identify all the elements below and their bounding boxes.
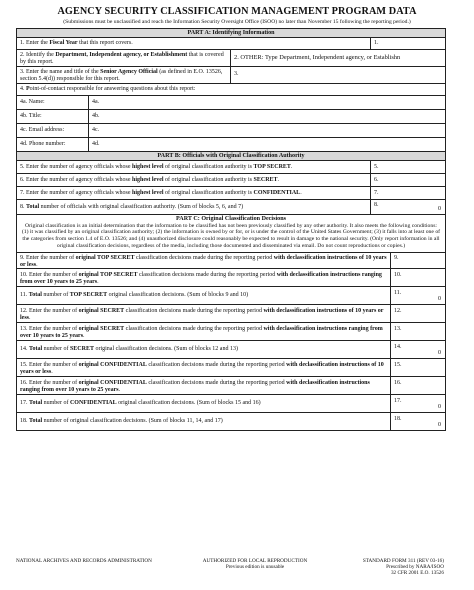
row-4d-phone: 4d. Phone number: 4d. bbox=[17, 138, 445, 152]
block-7-field[interactable]: 7. bbox=[374, 190, 379, 196]
row-9: 9. Enter the number of original TOP SECRET classification decisions made during the reporting period with declassification instructions of 10 years or less. 9. bbox=[17, 253, 445, 269]
senior-official-field[interactable]: 3. bbox=[234, 71, 239, 77]
row-7-confidential-officials: 7. Enter the number of agency officials whose highest level of original classification authority is CONFIDENTIAL. 7. bbox=[17, 187, 445, 200]
block-6-field[interactable]: 6. bbox=[374, 177, 379, 183]
block-18-value: 0 bbox=[438, 421, 441, 428]
contact-phone-field[interactable]: 4d. bbox=[92, 141, 100, 147]
block-5-field[interactable]: 5. bbox=[374, 164, 379, 170]
part-c-intro-box bbox=[17, 215, 445, 253]
block-8-value: 0 bbox=[438, 206, 441, 212]
row-13: 13. Enter the number of original SECRET classification decisions made during the reporting period with declassification instructions ranging from over 10 years to 25 years. 13. bbox=[17, 323, 445, 341]
block-13-field[interactable]: 13. bbox=[394, 325, 402, 332]
block-8-total: 8. 0 bbox=[374, 202, 441, 212]
part-c-heading: PART C: Original Classification Decisions bbox=[176, 216, 286, 222]
row-4-point-of-contact: 4. Point-of-contact responsible for answering questions about this report: bbox=[17, 84, 445, 96]
row-11-total-top-secret: 11. Total number of TOP SECRET original classification decisions. (Sum of blocks 9 and 10) 11. 0 bbox=[17, 287, 445, 305]
form-table bbox=[16, 28, 446, 431]
footer-authorization: AUTHORIZED FOR LOCAL REPRODUCTION Previous edition is unusable bbox=[202, 558, 308, 571]
block-16-field[interactable]: 16. bbox=[394, 379, 402, 386]
block-15-field[interactable]: 15. bbox=[394, 361, 402, 368]
row-3-senior-official: 3. Enter the name and title of the Senior Agency Official (as defined in E.O. 13526, section 5.4(d)) responsible for this report. 3. bbox=[17, 67, 445, 84]
row-12: 12. Enter the number of original SECRET classification decisions made during the reporting period with declassification instructions of 10 years or less. 12. bbox=[17, 305, 445, 323]
block-14-total: 14. 0 bbox=[394, 343, 441, 356]
block-12-field[interactable]: 12. bbox=[394, 307, 402, 314]
part-c-intro-text: Original classification is an initial determination that the information to be classified has not been previously classified by any other authority. It also meets the following conditions: (1) it was classified by an original classification authority; (2) the information is owned by or for, or is under the control of the United States Government; (3) it falls into at least one of the categories from section 1.4 of E.O. 13526; and (4) unauthorized disclosure could reasonably be expected to result in damage to the national security. (Only report information in all original classification decisions, regardless of the media, including those documented and disseminated via email. Do not count reproductions or copies.) bbox=[21, 222, 441, 249]
row-2-department: 2. Identify the Department, Independent agency, or Establishment that is covered by this report. 2. OTHER: Type Department, Independent agency, or Establishn bbox=[17, 50, 445, 67]
row-4a-name: 4a. Name: 4a. bbox=[17, 96, 445, 110]
footer-agency: NATIONAL ARCHIVES AND RECORDS ADMINISTRATION bbox=[16, 558, 152, 564]
row-16: 16. Enter the number of original CONFIDENTIAL classification decisions made during the reporting period with declassification instructions ranging from over 10 years to 25 years. 16. bbox=[17, 377, 445, 395]
row-10: 10. Enter the number of original TOP SECRET classification decisions made during the reporting period with declassification instructions ranging from over 10 years to 25 years. 10. bbox=[17, 269, 445, 287]
block-17-total: 17. 0 bbox=[394, 397, 441, 410]
block-9-field[interactable]: 9. bbox=[394, 254, 399, 261]
department-dropdown[interactable]: 2. OTHER: Type Department, Independent agency, or Establishn bbox=[234, 54, 401, 61]
block-11-total: 11. 0 bbox=[394, 289, 441, 302]
row-1-fiscal-year: 1. Enter the Fiscal Year that this report covers. 1. bbox=[17, 38, 445, 50]
row-14-total-secret: 14. Total number of SECRET original classification decisions. (Sum of blocks 12 and 13) 14. 0 bbox=[17, 341, 445, 359]
row-18-total-all: 18. Total number of original classification decisions. (Sum of blocks 11, 14, and 17) 18. 0 bbox=[17, 413, 445, 431]
row-8-total-officials: 8. Total number of officials with original classification authority. (Sum of blocks 5, 6, and 7) 8. 0 bbox=[17, 200, 445, 215]
row-17-total-confidential: 17. Total number of CONFIDENTIAL original classification decisions. (Sum of blocks 15 and 16) 17. 0 bbox=[17, 395, 445, 413]
row-5-top-secret-officials: 5. Enter the number of agency officials whose highest level of original classification authority is TOP SECRET. 5. bbox=[17, 161, 445, 174]
row-4b-title: 4b. Title: 4b. bbox=[17, 110, 445, 124]
contact-name-field[interactable]: 4a. bbox=[92, 99, 100, 105]
part-b-heading: PART B: Officials with Original Classification Authority bbox=[17, 152, 445, 161]
contact-email-field[interactable]: 4c. bbox=[92, 127, 100, 133]
row-15: 15. Enter the number of original CONFIDENTIAL classification decisions made during the reporting period with declassification instructions of 10 years or less. 15. bbox=[17, 359, 445, 377]
footer-form-id: STANDARD FORM 311 (REV 03-16) Prescribed by NARA/ISOO 32 CFR 2001 E.O. 13526 bbox=[362, 558, 444, 577]
fiscal-year-field[interactable]: 1. bbox=[374, 40, 379, 46]
block-11-value: 0 bbox=[438, 295, 441, 302]
row-6-secret-officials: 6. Enter the number of agency officials whose highest level of original classification authority is SECRET. 6. bbox=[17, 174, 445, 187]
block-14-value: 0 bbox=[438, 349, 441, 356]
contact-title-field[interactable]: 4b. bbox=[92, 113, 100, 119]
form-subtitle: (Submissions must be unclassified and reach the Information Security Oversight Office (ISOO) no later than November 15 following the reporting period.) bbox=[63, 19, 411, 25]
row-4c-email: 4c. Email address: 4c. bbox=[17, 124, 445, 138]
form-title: AGENCY SECURITY CLASSIFICATION MANAGEMENT PROGRAM DATA bbox=[57, 6, 417, 17]
block-10-field[interactable]: 10. bbox=[394, 271, 402, 278]
block-17-value: 0 bbox=[438, 403, 441, 410]
block-18-total: 18. 0 bbox=[394, 415, 441, 428]
part-a-heading: PART A: Identifying Information bbox=[17, 29, 445, 38]
